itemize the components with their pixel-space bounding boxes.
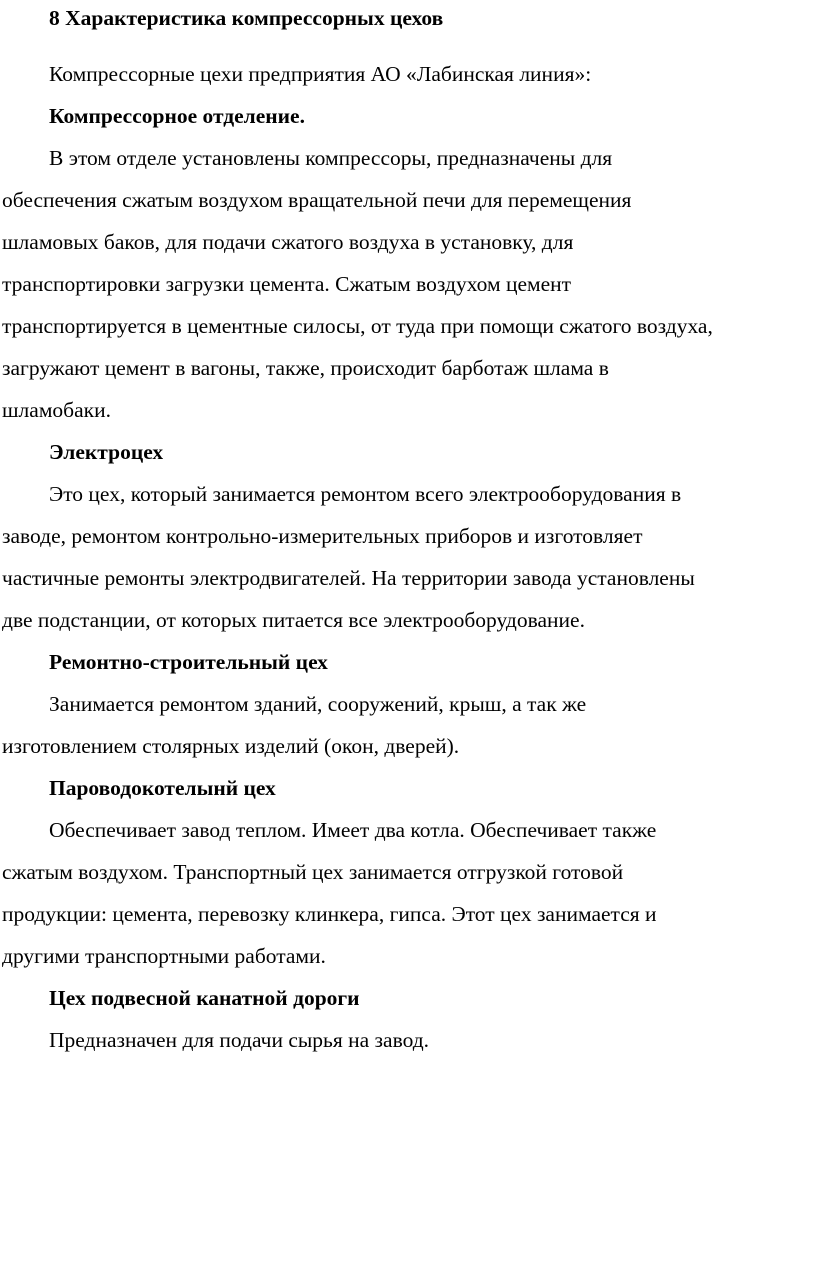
intro-paragraph: Компрессорные цехи предприятия АО «Лабинская линия»:	[49, 62, 592, 86]
paragraph-line: изготовлением столярных изделий (окон, дверей).	[2, 734, 460, 758]
section-paragraph	[2, 809, 814, 977]
section-heading: Компрессорное отделение.	[49, 104, 305, 128]
document-body	[2, 0, 814, 1061]
paragraph-line: шламовых баков, для подачи сжатого воздуха в установку, для	[2, 230, 574, 254]
section-steam-boiler-shop	[2, 767, 814, 977]
paragraph-line: транспортировки загрузки цемента. Сжатым воздухом цемент	[2, 272, 572, 296]
section-cable-car-shop	[2, 977, 814, 1061]
paragraph-line: обеспечения сжатым воздухом вращательной печи для перемещения	[2, 188, 632, 212]
paragraph-line: Предназначен для подачи сырья на завод.	[49, 1028, 430, 1052]
paragraph-line: Занимается ремонтом зданий, сооружений, крыш, а так же	[49, 692, 587, 716]
paragraph-line: заводе, ремонтом контрольно-измерительных приборов и изготовляет	[2, 524, 643, 548]
paragraph-line: В этом отделе установлены компрессоры, предназначены для	[49, 146, 613, 170]
paragraph-line: продукции: цемента, перевозку клинкера, гипса. Этот цех занимается и	[2, 902, 657, 926]
section-heading: Электроцех	[49, 440, 164, 464]
section-paragraph	[2, 1019, 814, 1061]
section-heading: Ремонтно-строительный цех	[49, 650, 328, 674]
section-paragraph	[2, 473, 814, 641]
paragraph-line: загружают цемент в вагоны, также, происходит барботаж шлама в	[2, 356, 609, 380]
section-repair-construction-shop	[2, 641, 814, 767]
paragraph-line: сжатым воздухом. Транспортный цех занимается отгрузкой готовой	[2, 860, 624, 884]
document-title: 8 Характеристика компрессорных цехов	[49, 6, 444, 30]
section-paragraph	[2, 683, 814, 767]
paragraph-line: частичные ремонты электродвигателей. На территории завода установлены	[2, 566, 695, 590]
section-paragraph	[2, 137, 814, 431]
paragraph-line: транспортируется в цементные силосы, от туда при помощи сжатого воздуха,	[2, 314, 713, 338]
paragraph-line: другими транспортными работами.	[2, 944, 326, 968]
paragraph-line: Это цех, который занимается ремонтом всего электрооборудования в	[49, 482, 682, 506]
section-electrical-shop	[2, 431, 814, 641]
section-compressor-department	[2, 95, 814, 431]
paragraph-line: две подстанции, от которых питается все электрооборудование.	[2, 608, 585, 632]
section-heading: Цех подвесной канатной дороги	[49, 986, 360, 1010]
section-heading: Пароводокотелынй цех	[49, 776, 276, 800]
paragraph-line: Обеспечивает завод теплом. Имеет два котла. Обеспечивает также	[49, 818, 657, 842]
paragraph-line: шламобаки.	[2, 398, 111, 422]
